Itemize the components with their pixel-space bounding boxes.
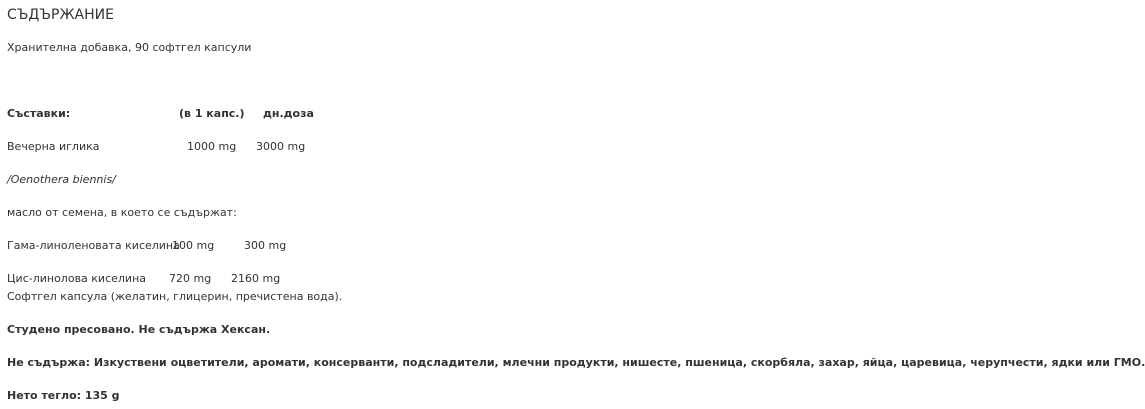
ingredients-label: Съставки: — [7, 107, 71, 120]
ingredient-daily-dose: 300 mg — [244, 239, 287, 252]
ingredient-name: Гама-линоленовата киселина — [7, 239, 180, 252]
cold-pressed-note: Студено пресовано. Не съдържа Хексан. — [7, 323, 271, 336]
per-capsule-header: (в 1 капс.) — [179, 107, 245, 120]
latin-name: /Oenothera biennis/ — [7, 173, 116, 186]
daily-dose-header: дн.доза — [263, 107, 314, 120]
page-title: СЪДЪРЖАНИЕ — [7, 7, 114, 23]
ingredient-daily-dose: 2160 mg — [231, 272, 281, 285]
ingredient-name: Вечерна иглика — [7, 140, 100, 153]
oil-note: масло от семена, в което се съдържат: — [7, 206, 237, 219]
product-subtitle: Хранителна добавка, 90 софтгел капсули — [7, 41, 252, 54]
capsule-note: Софтгел капсула (желатин, глицерин, пречистена вода). — [7, 290, 343, 303]
ingredient-daily-dose: 3000 mg — [256, 140, 306, 153]
ingredient-per-capsule: 1000 mg — [187, 140, 237, 153]
ingredient-name: Цис-линолова киселина — [7, 272, 147, 285]
net-weight: Нето тегло: 135 g — [7, 389, 120, 402]
ingredient-per-capsule: 100 mg — [172, 239, 215, 252]
not-contains-note: Не съдържа: Изкуствени оцветители, аромати, консерванти, подсладители, млечни продукти, нишесте, пшеница, скорбяла, захар, яйца, царевица, черупчести, ядки или ГМО. — [7, 356, 1145, 369]
ingredient-per-capsule: 720 mg — [169, 272, 212, 285]
